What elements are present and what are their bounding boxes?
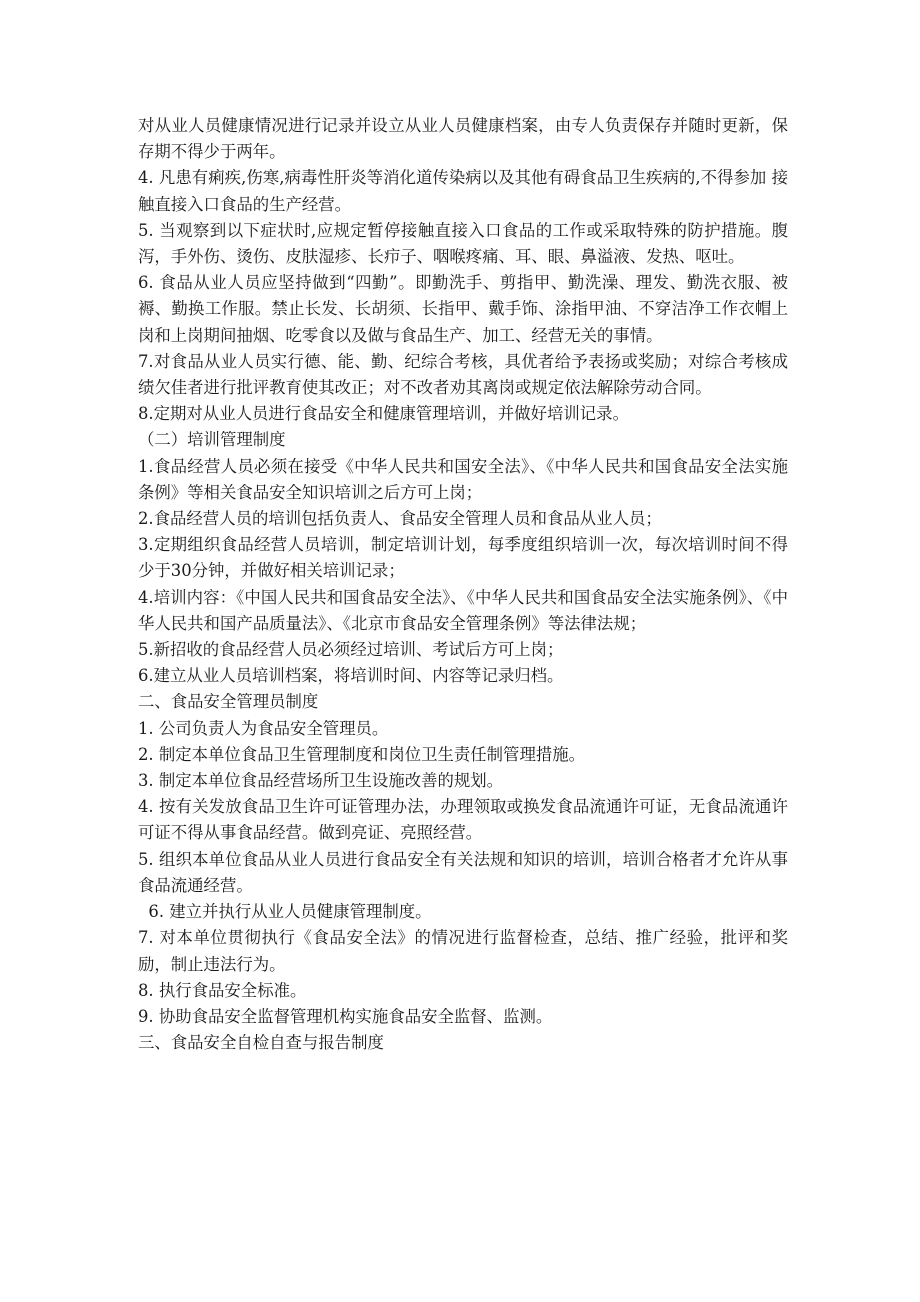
paragraph: 1. 公司负责人为食品安全管理员。 bbox=[138, 718, 389, 738]
paragraph: 3. 制定本单位食品经营场所卫生设施改善的规划。 bbox=[138, 771, 504, 791]
section-heading: （二）培训管理制度 bbox=[138, 430, 286, 450]
paragraph: 5.新招收的食品经营人员必须经过培训、考试后方可上岗； bbox=[138, 640, 564, 660]
paragraph: 8.定期对从业人员进行食品安全和健康管理培训，并做好培训记录。 bbox=[138, 404, 629, 424]
document-body bbox=[138, 113, 794, 1056]
paragraph: 1.食品经营人员必须在接受《中华人民共和国安全法》、《中华人民共和国食品安全法实施条例》等相关食品安全知识培训之后方可上岗； bbox=[138, 456, 788, 502]
section-heading: 二、食品安全管理员制度 bbox=[138, 692, 319, 712]
paragraph: 9. 协助食品安全监督管理机构实施食品安全监督、监测。 bbox=[138, 1006, 553, 1026]
paragraph: 5. 当观察到以下症状时,应规定暂停接触直接入口食品的工作或采取特殊的防护措施。腹 泻，手外伤、烫伤、皮肤湿疹、长疖子、咽喉疼痛、耳、眼、鼻溢液、发热、呕吐。 bbox=[138, 220, 794, 267]
paragraph: 2. 制定本单位食品卫生管理制度和岗位卫生责任制管理措施。 bbox=[138, 744, 586, 764]
paragraph: 6. 食品从业人员应坚持做到“四勤”。即勤洗手、剪指甲、勤洗澡、理发、勤洗衣服、被 褥、勤换工作服。禁止长发、长胡须、长指甲、戴手饰、涂指甲油、不穿洁净工作衣帽上岗和上岗期间抽烟、吃零食以及做与食品生产、加工、经营无关的事情。 bbox=[138, 273, 794, 345]
paragraph: 2.食品经营人员的培训包括负责人、食品安全管理人员和食品从业人员； bbox=[138, 509, 662, 529]
section-heading: 三、食品安全自检自查与报告制度 bbox=[138, 1033, 384, 1053]
paragraph: 4. 凡患有痢疾,伤寒,病毒性肝炎等消化道传染病以及其他有碍食品卫生疾病的,不得参加 接触直接入口食品的生产经营。 bbox=[138, 168, 788, 214]
paragraph: 7.对食品从业人员实行德、能、勤、纪综合考核，具优者给予表扬或奖励；对综合考核成绩欠佳者进行批评教育使其改正；对不改者劝其离岗或规定依法解除劳动合同。 bbox=[138, 351, 788, 398]
paragraph: 5. 组织本单位食品从业人员进行食品安全有关法规和知识的培训，培训合格者才允许从事食品流通经营。 bbox=[138, 849, 788, 895]
paragraph: 4. 按有关发放食品卫生许可证管理办法，办理领取或换发食品流通许可证，无食品流通许可证不得从事食品经营。做到亮证、亮照经营。 bbox=[138, 797, 788, 843]
paragraph: 8. 执行食品安全标准。 bbox=[138, 980, 307, 1000]
paragraph: 6.建立从业人员培训档案，将培训时间、内容等记录归档。 bbox=[138, 666, 564, 686]
paragraph: 4.培训内容：《中国人民共和国食品安全法》、《中华人民共和国食品安全法实施条例》、《中华人民共和国产品质量法》、《北京市食品安全管理条例》等法律法规； bbox=[138, 587, 788, 633]
paragraph: 对从业人员健康情况进行记录并设立从业人员健康档案，由专人负责保存并随时更新，保存期不得少于两年。 bbox=[138, 116, 788, 162]
paragraph: 3.定期组织食品经营人员培训，制定培训计划，每季度组织培训一次，每次培训时间不得少于30分钟，并做好相关培训记录； bbox=[138, 535, 788, 581]
paragraph: 6. 建立并执行从业人员健康管理制度。 bbox=[138, 902, 432, 922]
paragraph: 7. 对本单位贯彻执行《食品安全法》的情况进行监督检查，总结、推广经验，批评和奖励，制止违法行为。 bbox=[138, 928, 788, 974]
